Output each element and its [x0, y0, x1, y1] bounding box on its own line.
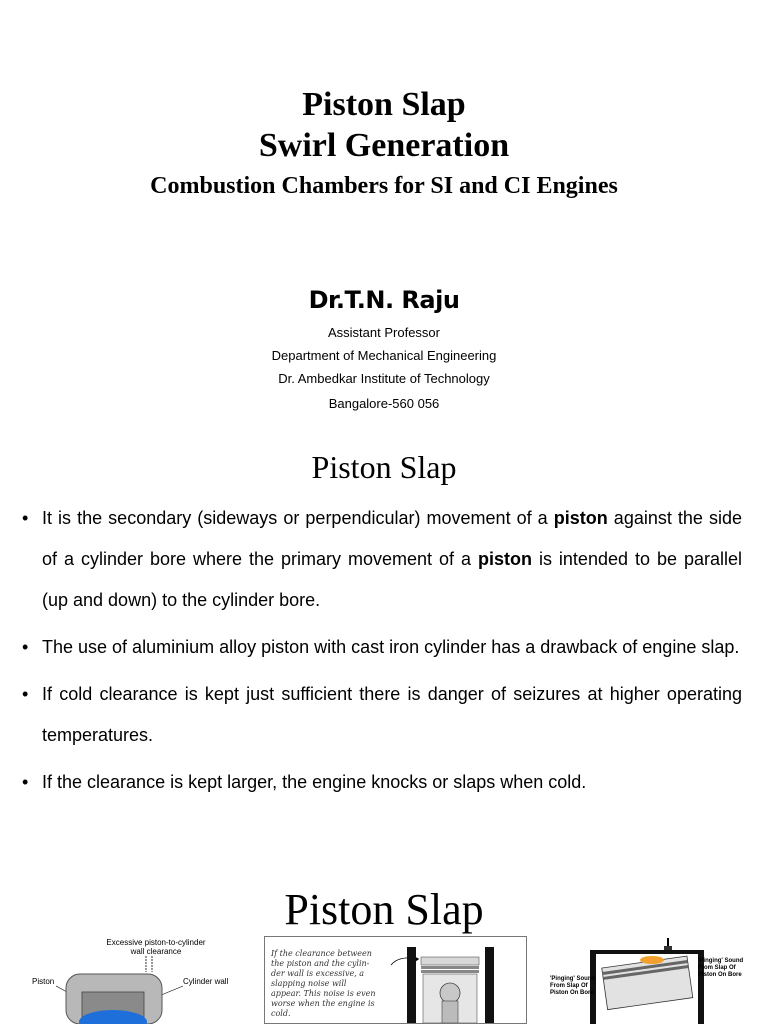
fig1-label-right: Cylinder wall: [183, 977, 229, 986]
image-section-title: Piston Slap: [284, 885, 484, 934]
bullet-dot: •: [22, 772, 29, 792]
bullet-bold: piston: [477, 549, 532, 569]
section-title: Piston Slap: [311, 449, 457, 485]
bullet-list: [22, 498, 742, 809]
bullet-item: [22, 674, 742, 756]
bullet-item: [22, 498, 742, 621]
author-location: Bangalore-560 056: [328, 396, 440, 411]
bullet-text: is intended to be parallel (up and down) to the cylinder bore.: [42, 549, 742, 610]
fig3-label-left-2: From Slap Of: [550, 983, 588, 989]
fig2-note-line: If the clearance between: [271, 949, 372, 958]
figure-annotated-piston: [264, 936, 527, 1024]
fig1-label-top-2: wall clearance: [130, 947, 182, 956]
author-name: Dr.T.N. Raju: [308, 286, 460, 314]
bullet-text: The use of aluminium alloy piston with cast iron cylinder has a drawback of engine slap.: [42, 637, 740, 657]
fig2-note-line: worse when the engine is: [271, 999, 375, 1008]
cylinder-wall-left: [407, 947, 416, 1023]
figure-clearance-diagram: [28, 936, 258, 1024]
bullet-dot: •: [22, 684, 29, 704]
fig3-label-left-1: 'Pinging' Sound: [550, 976, 596, 982]
combustion-flame: [640, 956, 664, 964]
fig2-note-line: the piston and the cylin-: [271, 959, 370, 968]
piston-tilt-svg: [548, 936, 748, 1024]
fig2-note-line: der wall is excessive, a: [271, 969, 365, 978]
fig2-note-line: appear. This noise is even: [271, 989, 376, 998]
figure-piston-tilt: [548, 936, 748, 1024]
bullet-item: [22, 762, 742, 803]
author-designation: Assistant Professor: [328, 325, 440, 340]
fig1-label-top-1: Excessive piston-to-cylinder: [106, 938, 206, 947]
author-department: Department of Mechanical Engineering: [271, 348, 497, 363]
bullet-text: against the side of a cylinder bore where the primary movement of a: [42, 508, 742, 569]
piston-pin: [440, 983, 460, 1003]
fig2-note: [271, 949, 389, 1019]
fig1-label-left: Piston: [32, 977, 55, 986]
bullet-text: If the clearance is kept larger, the engine knocks or slaps when cold.: [42, 772, 587, 792]
piston-illustration-svg: [389, 937, 526, 1023]
fig3-label-right-3: Piston On Bore: [698, 972, 742, 978]
bullet-dot: •: [22, 637, 29, 657]
bullet-bold: piston: [553, 508, 608, 528]
fig3-label-right-1: 'Pinging' Sound: [698, 958, 744, 964]
title-line-1: Piston Slap: [302, 86, 466, 123]
title-line-3: Combustion Chambers for SI and CI Engines: [150, 173, 618, 199]
fig2-note-line: slapping noise will: [271, 979, 347, 988]
author-institute: Dr. Ambedkar Institute of Technology: [278, 371, 490, 386]
fig3-label-right-2: From Slap Of: [698, 965, 736, 971]
fig2-note-line: cold.: [271, 1009, 291, 1018]
title-line-2: Swirl Generation: [258, 127, 510, 164]
fig3-label-left-3: Piston On Bore: [550, 990, 594, 996]
clearance-diagram-svg: [28, 936, 258, 1024]
bullet-text: If cold clearance is kept just sufficient there is danger of seizures at higher operating temperatures.: [42, 684, 742, 745]
bullet-dot: •: [22, 508, 29, 528]
bullet-text: It is the secondary (sideways or perpendicular) movement of a: [42, 508, 554, 528]
bullet-item: [22, 627, 742, 668]
cylinder-wall-right: [485, 947, 494, 1023]
